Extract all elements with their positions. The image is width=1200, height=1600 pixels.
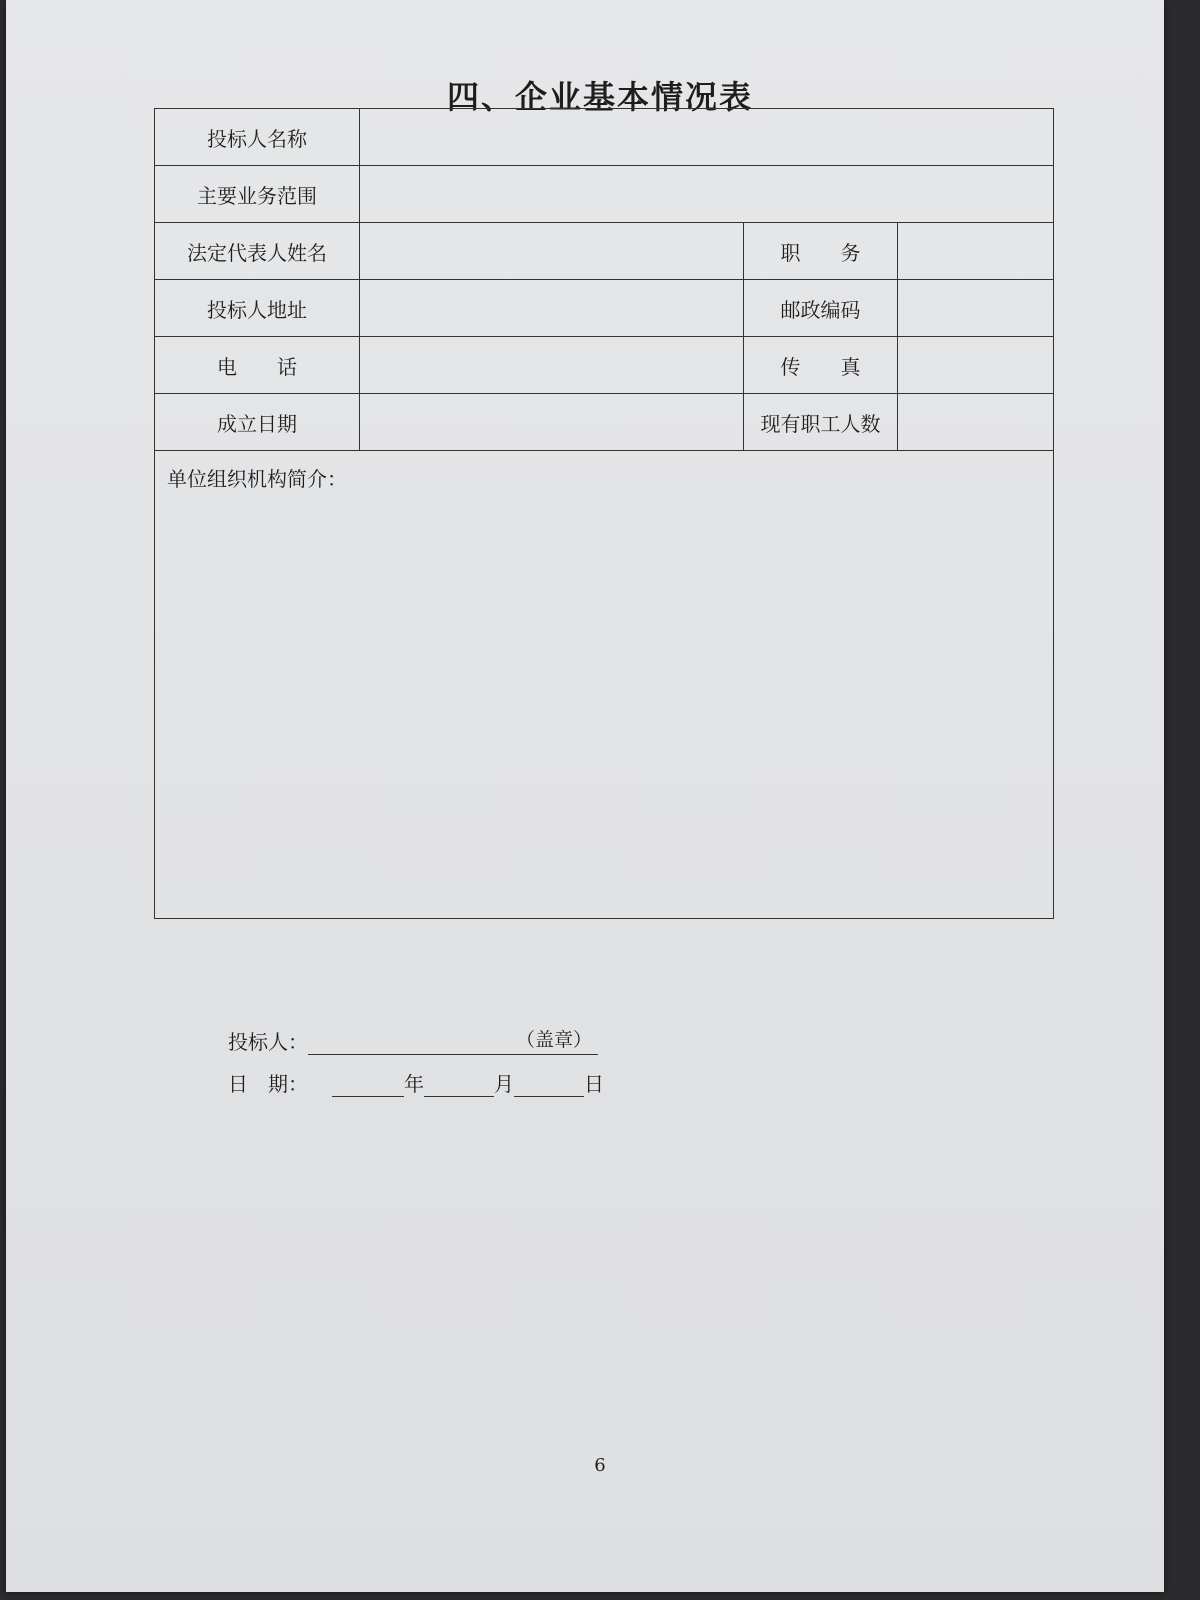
fax-field[interactable] xyxy=(898,337,1053,393)
bidder-name-field[interactable] xyxy=(360,109,1053,165)
postal-code-field[interactable] xyxy=(898,280,1053,336)
position-field[interactable] xyxy=(898,223,1053,279)
address-field[interactable] xyxy=(360,280,744,336)
bidder-signature-line xyxy=(228,1026,598,1055)
legal-rep-label: 法定代表人姓名 xyxy=(155,223,360,279)
date-label: 日 期： xyxy=(228,1072,308,1096)
postal-code-label: 邮政编码 xyxy=(744,280,898,336)
staff-count-field[interactable] xyxy=(898,394,1053,450)
founded-field[interactable] xyxy=(360,394,744,450)
bidder-name-label: 投标人名称 xyxy=(155,109,360,165)
business-scope-field[interactable] xyxy=(360,166,1053,222)
table-row xyxy=(155,451,1053,918)
phone-label: 电 话 xyxy=(155,337,360,393)
page-title: 四、企业基本情况表 xyxy=(446,78,753,116)
year-label: 年 xyxy=(404,1072,424,1096)
bidder-signature-field[interactable] xyxy=(308,1030,598,1055)
org-intro-label: 单位组织机构简介： xyxy=(167,467,347,491)
position-label: 职 务 xyxy=(744,223,898,279)
business-scope-label: 主要业务范围 xyxy=(155,166,360,222)
fax-label: 传 真 xyxy=(744,337,898,393)
table-row xyxy=(155,166,1053,223)
staff-count-label: 现有职工人数 xyxy=(744,394,898,450)
company-info-table xyxy=(154,108,1054,919)
table-row xyxy=(155,223,1053,280)
table-row xyxy=(155,394,1053,451)
legal-rep-field[interactable] xyxy=(360,223,744,279)
page-number: 6 xyxy=(594,1455,606,1476)
founded-label: 成立日期 xyxy=(155,394,360,450)
seal-note: （盖章） xyxy=(515,1029,592,1051)
table-row xyxy=(155,280,1053,337)
org-intro-area[interactable] xyxy=(155,451,359,918)
year-field[interactable] xyxy=(332,1074,404,1097)
phone-field[interactable] xyxy=(360,337,744,393)
day-label: 日 xyxy=(584,1072,604,1096)
month-field[interactable] xyxy=(424,1074,494,1097)
date-line xyxy=(228,1068,604,1097)
table-row xyxy=(155,109,1053,166)
month-label: 月 xyxy=(494,1072,514,1096)
day-field[interactable] xyxy=(514,1074,584,1097)
table-row xyxy=(155,337,1053,394)
bidder-label: 投标人： xyxy=(228,1030,308,1054)
address-label: 投标人地址 xyxy=(155,280,360,336)
